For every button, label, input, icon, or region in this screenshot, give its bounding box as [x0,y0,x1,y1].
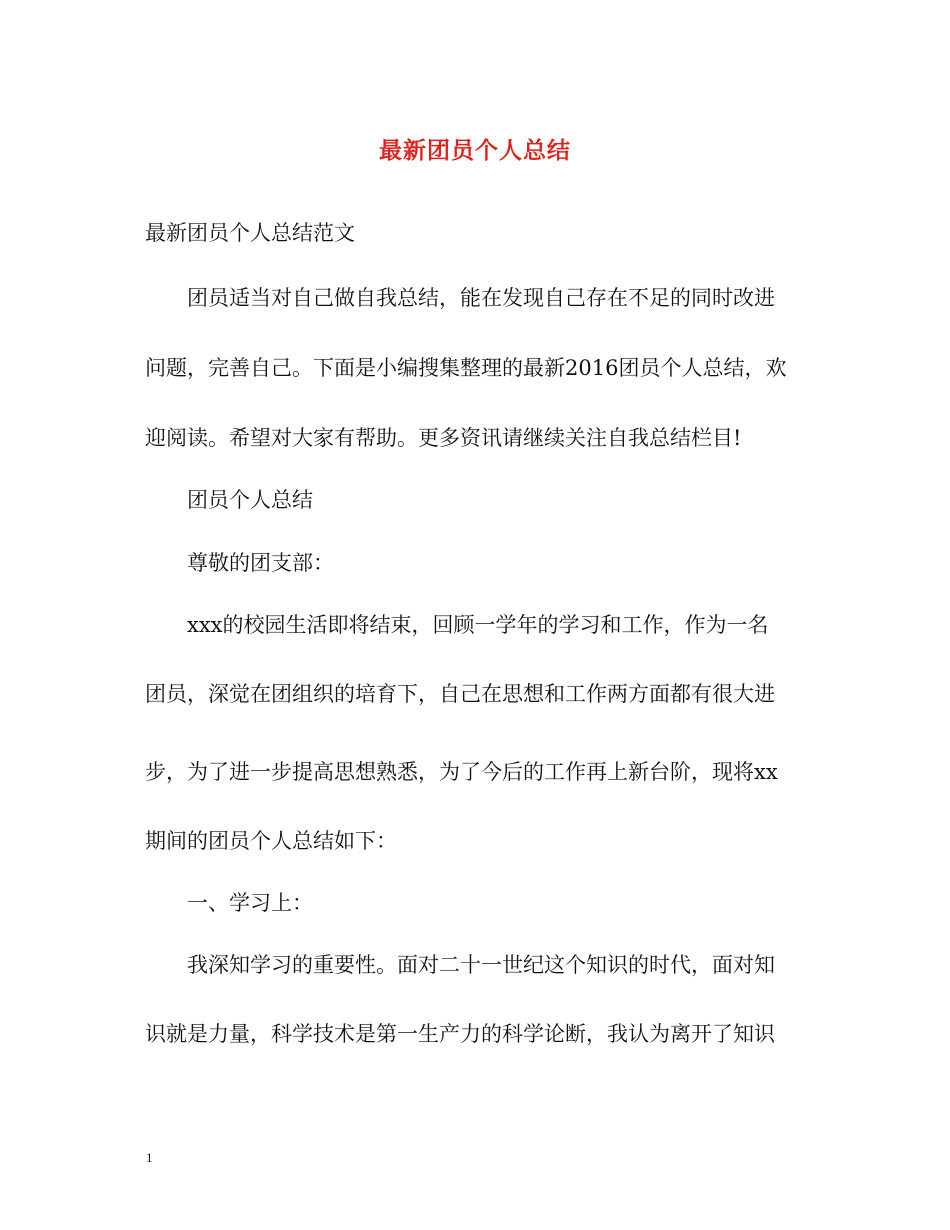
paragraph-line: 识就是力量，科学技术是第一生产力的科学论断，我认为离开了知识 [145,1022,775,1046]
paragraph-line: 问题，完善自己。下面是小编搜集整理的最新2016团员个人总结，欢 [145,356,787,380]
paragraph-line: 团员适当对自己做自我总结，能在发现自己存在不足的同时改进 [187,286,775,310]
section-heading: 团员个人总结 [187,488,313,512]
page-number: 1 [146,1150,153,1165]
section-heading: 一、学习上： [187,891,313,915]
paragraph-line: 期间的团员个人总结如下： [145,829,397,853]
paragraph-line: 迎阅读。希望对大家有帮助。更多资讯请继续关注自我总结栏目! [145,426,742,450]
document-subtitle: 最新团员个人总结范文 [145,221,355,245]
paragraph-line: 步，为了进一步提高思想熟悉，为了今后的工作再上新台阶，现将xx [145,760,778,784]
paragraph-line: xxx的校园生活即将结束，回顾一学年的学习和工作，作为一名 [187,613,769,637]
salutation: 尊敬的团支部： [187,551,334,575]
paragraph-line: 团员，深觉在团组织的培育下，自己在思想和工作两方面都有很大进 [145,682,775,706]
paragraph-line: 我深知学习的重要性。面对二十一世纪这个知识的时代，面对知 [187,953,775,977]
document-title: 最新团员个人总结 [379,137,571,164]
